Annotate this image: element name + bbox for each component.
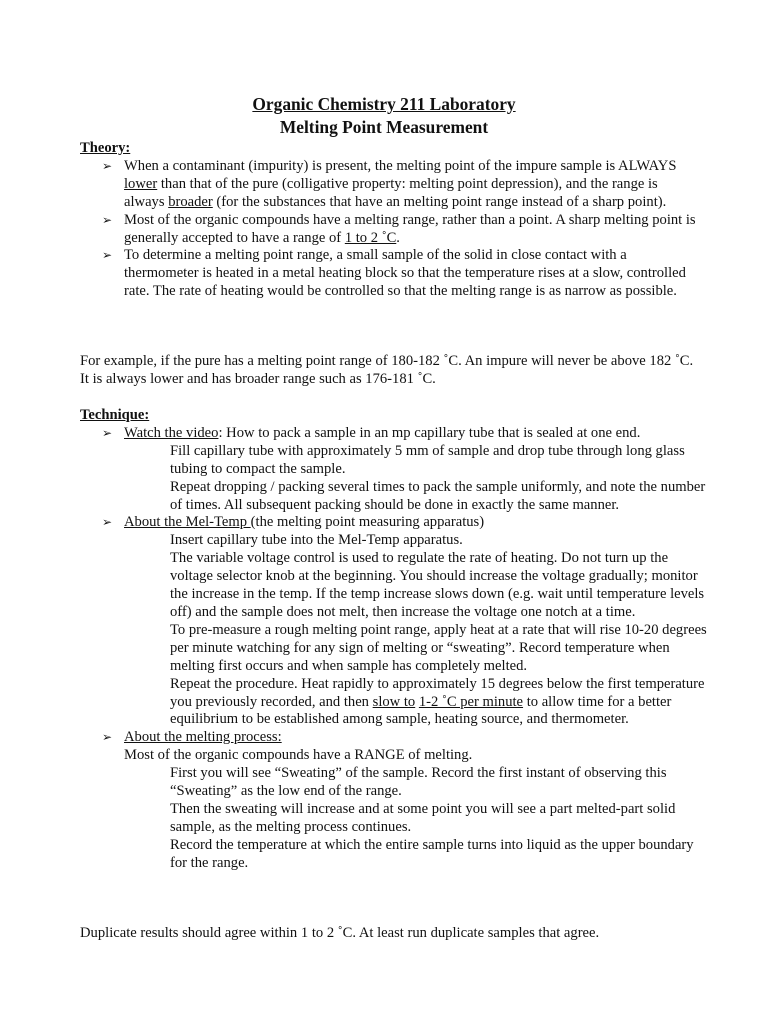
- meltemp-step-4: Repeat the procedure. Heat rapidly to approximately 15 degrees below the first temperature you previously recorded, and then slow to 1-2 ˚C per minute to allow time for a better equilibrium to be established among sample, heating source, and thermometer.: [170, 675, 705, 728]
- arrow-bullet-icon: ➢: [102, 730, 113, 745]
- process-step-3: Record the temperature at which the entire sample turns into liquid as the upper boundary for the range.: [170, 836, 694, 871]
- theory-list: [80, 158, 700, 301]
- title-block: [0, 93, 768, 139]
- process-label: About the melting process:: [124, 729, 282, 746]
- theory-bullet-3: ➢ To determine a melting point range, a small sample of the solid in close contact with a thermometer is heated in a metal heating block so that the temperature rises at a slow, controlled rate. The rate of heating would be controlled so that the melting range is as narrow as possible.: [102, 247, 686, 300]
- technique-list-3: [80, 729, 710, 747]
- technique-list-2: [80, 514, 710, 532]
- theory-bullet-2: ➢ Most of the organic compounds have a melting range, rather than a point. A sharp melting point is generally accepted to have a range of 1 to 2 ˚C.: [102, 211, 696, 246]
- arrow-bullet-icon: ➢: [102, 158, 113, 173]
- theory-section: [80, 140, 700, 301]
- meltemp-step-2: The variable voltage control is used to regulate the rate of heating. Do not turn up the voltage selector knob at the beginning. You should increase the voltage gradually; monitor the increase in the temp. If the temp increase slows down (e.g. wait until temperature levels off) and the sample does not melt, then increase the voltage one notch at a time.: [170, 550, 705, 620]
- technique-bullet-process: [80, 729, 710, 747]
- arrow-bullet-icon: ➢: [102, 248, 113, 263]
- arrow-bullet-icon: ➢: [102, 212, 113, 227]
- technique-bullet-video: ➢ Watch the video: How to pack a sample in an mp capillary tube that is sealed at one end.: [102, 424, 641, 441]
- theory-bullet-1: ➢ When a contaminant (impurity) is present, the melting point of the impure sample is ALWAYS lower than that of the pure (colligative property: melting point depression), and the range is always broader (for the substances that have an melting point range instead of a sharp point).: [102, 157, 677, 210]
- meltemp-step-3: To pre-measure a rough melting point range, apply heat at a rate that will rise 10-20 degrees per minute watching for any sign of melting or “sweating”. Record temperature when melting first occurs and when sample has completely melted.: [170, 621, 707, 674]
- video-label: Watch the video: [124, 424, 219, 441]
- closing-paragraph: Duplicate results should agree within 1 to 2 ˚C. At least run duplicate samples that agree.: [80, 925, 600, 941]
- meltemp-label: About the Mel-Temp: [124, 514, 251, 531]
- arrow-bullet-icon: ➢: [102, 515, 113, 530]
- process-step-2: Then the sweating will increase and at some point you will see a part melted-part solid sample, as the melting process continues.: [170, 800, 676, 835]
- video-step-1: Fill capillary tube with approximately 5 mm of sample and drop tube through long glass tubing to compact the sample.: [170, 442, 685, 477]
- theory-heading: Theory:: [80, 140, 131, 156]
- example-paragraph: For example, if the pure has a melting point range of 180-182 ˚C. An impure will never be above 182 ˚C. It is always lower and has broader range such as 176-181 ˚C.: [80, 353, 694, 387]
- technique-bullet-meltemp: ➢ About the Mel-Temp (the melting point measuring apparatus): [102, 514, 485, 531]
- document-title: Organic Chemistry 211 Laboratory: [252, 94, 516, 114]
- technique-heading: Technique:: [80, 407, 150, 423]
- arrow-bullet-icon: ➢: [102, 425, 113, 440]
- video-step-2: Repeat dropping / packing several times to pack the sample uniformly, and note the number of times. All subsequent packing should be done in exactly the same manner.: [170, 478, 706, 513]
- process-intro: Most of the organic compounds have a RANGE of melting.: [124, 747, 473, 764]
- technique-section: [80, 407, 710, 873]
- meltemp-step-1: Insert capillary tube into the Mel-Temp apparatus.: [170, 532, 463, 549]
- document-subtitle: Melting Point Measurement: [279, 117, 489, 137]
- technique-list: [80, 425, 710, 443]
- process-step-1: First you will see “Sweating” of the sample. Record the first instant of observing this “Sweating” as the low end of the range.: [170, 765, 667, 800]
